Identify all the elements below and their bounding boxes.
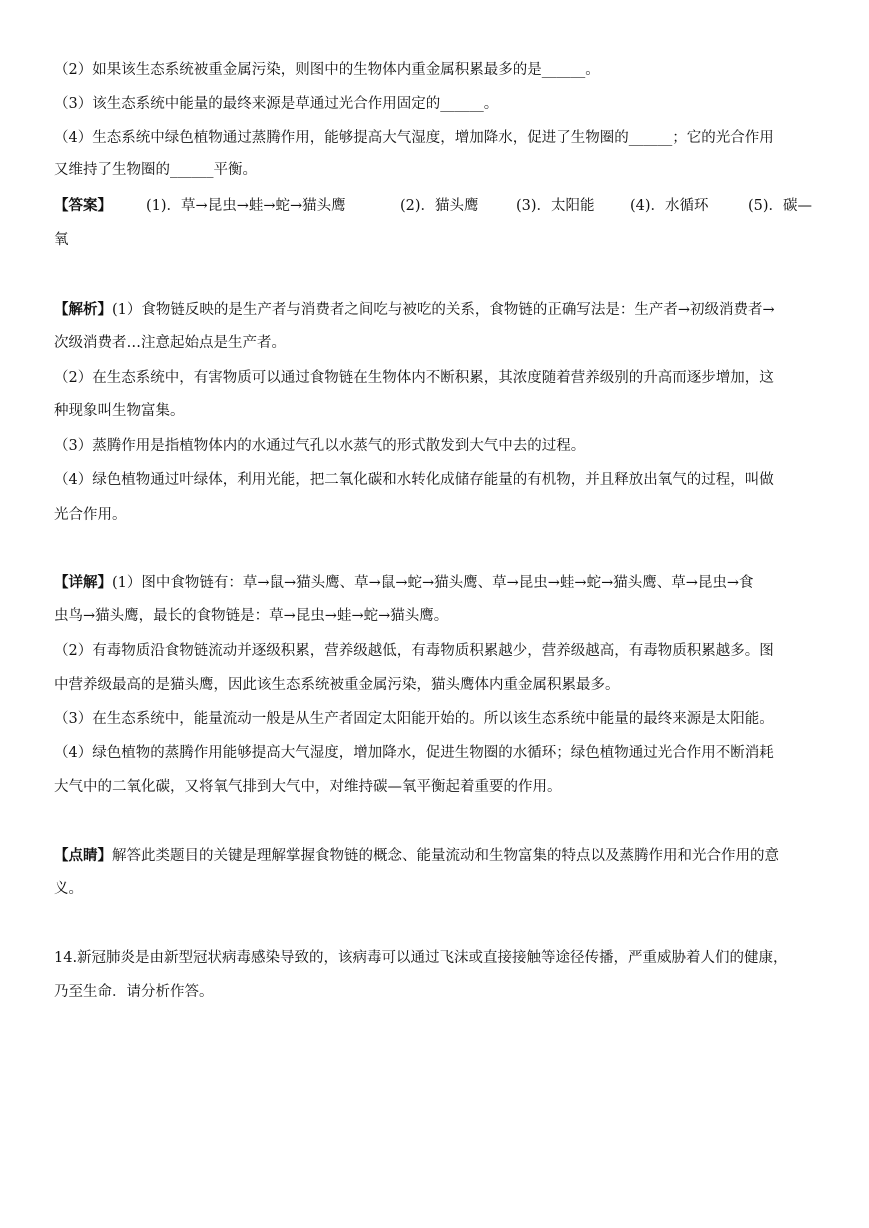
- question-2-text: （2）如果该生态系统被重金属污染，则图中的生物体内重金属积累最多的是______。: [54, 62, 600, 78]
- comment-line-1: [54, 846, 819, 866]
- detail-label: 【详解】: [54, 574, 112, 591]
- answer-item-5: (5)．碳—: [748, 198, 813, 214]
- analysis-line-3: （2）在生态系统中，有害物质可以通过食物链在生物体内不断积累，其浓度随着营养级别的升高而逐步增加，这: [54, 370, 774, 386]
- analysis-line-6: （4）绿色植物通过叶绿体，利用光能，把二氧化碳和水转化成储存能量的有机物，并且释放出氧气的过程，叫做: [54, 472, 774, 488]
- analysis-line-1: [54, 300, 819, 320]
- answer-continuation: 氧: [54, 232, 69, 248]
- detail-line-6: （4）绿色植物的蒸腾作用能够提高大气湿度，增加降水，促进生物圈的水循环；绿色植物通过光合作用不断消耗: [54, 745, 774, 761]
- question-4-line-2: 又维持了生物圈的______平衡。: [54, 162, 257, 178]
- question-14-line-1: 14.新冠肺炎是由新型冠状病毒感染导致的，该病毒可以通过飞沫或直接接触等途径传播，严重威胁着人们的健康，: [54, 950, 788, 966]
- analysis-text-1: (1）食物链反映的是生产者与消费者之间吃与被吃的关系，食物链的正确写法是：生产者→初级消费者→: [112, 302, 775, 318]
- answer-label: 【答案】: [54, 197, 112, 214]
- detail-line-5: （3）在生态系统中，能量流动一般是从生产者固定太阳能开始的。所以该生态系统中能量的最终来源是太阳能。: [54, 711, 774, 727]
- analysis-label: 【解析】: [54, 301, 112, 318]
- answer-item-2: (2)．猫头鹰: [400, 198, 479, 214]
- detail-line-3: （2）有毒物质沿食物链流动并逐级积累，营养级越低，有毒物质积累越少，营养级越高，有毒物质积累越多。图: [54, 643, 774, 659]
- analysis-line-7: 光合作用。: [54, 507, 127, 523]
- question-14-line-2: 乃至生命．请分析作答。: [54, 984, 214, 1000]
- answer-item-3: (3)．太阳能: [516, 198, 595, 214]
- detail-line-7: 大气中的二氧化碳，又将氧气排到大气中，对维持碳—氧平衡起着重要的作用。: [54, 779, 562, 795]
- question-3-text: （3）该生态系统中能量的最终来源是草通过光合作用固定的______。: [54, 96, 499, 112]
- analysis-line-5: （3）蒸腾作用是指植物体内的水通过气孔以水蒸气的形式散发到大气中去的过程。: [54, 438, 586, 454]
- comment-text-1: 解答此类题目的关键是理解掌握食物链的概念、能量流动和生物富集的特点以及蒸腾作用和光合作用的意: [112, 848, 779, 864]
- question-4-line-1: （4）生态系统中绿色植物通过蒸腾作用，能够提高大气湿度，增加降水，促进了生物圈的______；它的光合作用: [54, 130, 774, 146]
- answer-item-1: (1)．草→昆虫→蛙→蛇→猫头鹰: [146, 198, 346, 214]
- answer-item-4: (4)．水循环: [630, 198, 709, 214]
- detail-line-4: 中营养级最高的是猫头鹰，因此该生态系统被重金属污染，猫头鹰体内重金属积累最多。: [54, 677, 620, 693]
- comment-line-2: 义。: [54, 881, 83, 897]
- detail-line-2: 虫鸟→猫头鹰，最长的食物链是：草→昆虫→蛙→蛇→猫头鹰。: [54, 608, 449, 624]
- analysis-line-2: 次级消费者…注意起始点是生产者。: [54, 335, 286, 351]
- comment-label: 【点睛】: [54, 847, 112, 864]
- analysis-line-4: 种现象叫生物富集。: [54, 403, 185, 419]
- answer-row: [54, 196, 819, 216]
- detail-line-1: [54, 573, 819, 593]
- detail-text-1: (1）图中食物链有：草→鼠→猫头鹰、草→鼠→蛇→猫头鹰、草→昆虫→蛙→蛇→猫头鹰、草→昆虫→食: [112, 575, 754, 591]
